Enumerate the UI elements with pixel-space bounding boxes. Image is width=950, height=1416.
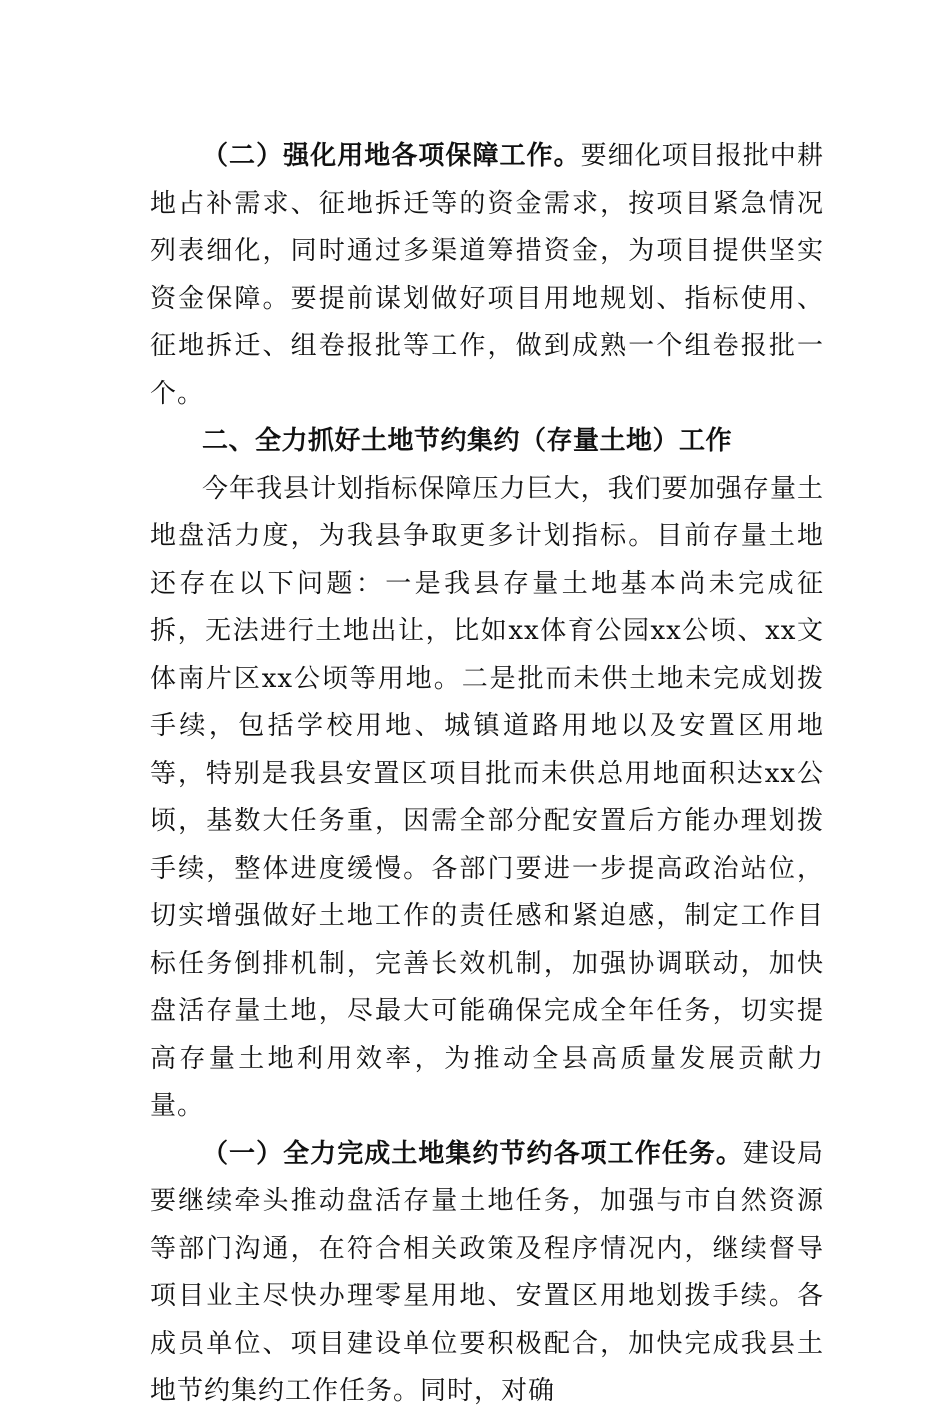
document-body bbox=[150, 133, 824, 1416]
paragraph-complete-tasks bbox=[150, 1131, 824, 1416]
paragraph-lead-complete-tasks: （一）全力完成土地集约节约各项工作任务。 bbox=[202, 1138, 743, 1169]
paragraph-stock-land-problems: 今年我县计划指标保障压力巨大，我们要加强存量土地盘活力度，为我县争取更多计划指标。目前存量土地还存在以下问题：一是我县存量土地基本尚未完成征拆，无法进行土地出让，比如xx体育公园xx公顷、xx文体南片区xx公顷等用地。二是批而未供土地未完成划拨手续，包括学校用地、城镇道路用地以及安置区用地等，特别是我县安置区项目批而未供总用地面积达xx公顷，基数大任务重，因需全部分配安置后方能办理划拨手续，整体进度缓慢。各部门要进一步提高政治站位，切实增强做好土地工作的责任感和紧迫感，制定工作目标任务倒排机制，完善长效机制，加强协调联动，加快盘活存量土地，尽最大可能确保完成全年任务，切实提高存量土地利用效率，为推动全县高质量发展贡献力量。 bbox=[150, 473, 824, 1121]
section-heading-land-saving: 二、全力抓好土地节约集约（存量土地）工作 bbox=[202, 426, 733, 456]
paragraph-body-land-guarantee: 要细化项目报批中耕地占补需求、征地拆迁等的资金需求，按项目紧急情况列表细化，同时通过多渠道筹措资金，为项目提供坚实资金保障。要提前谋划做好项目用地规划、指标使用、征地拆迁、组卷报批等工作，做到成熟一个组卷报批一个。 bbox=[150, 141, 824, 409]
paragraph-body-complete-tasks: 建设局要继续牵头推动盘活存量土地任务，加强与市自然资源等部门沟通，在符合相关政策及程序情况内，继续督导项目业主尽快办理零星用地、安置区用地划拨手续。各成员单位、项目建设单位要积极配合，加快完成我县土地节约集约工作任务。同时，对确 bbox=[150, 1138, 824, 1406]
paragraph-land-guarantee bbox=[150, 133, 824, 418]
paragraph-lead-land-guarantee: （二）强化用地各项保障工作。 bbox=[202, 141, 581, 171]
